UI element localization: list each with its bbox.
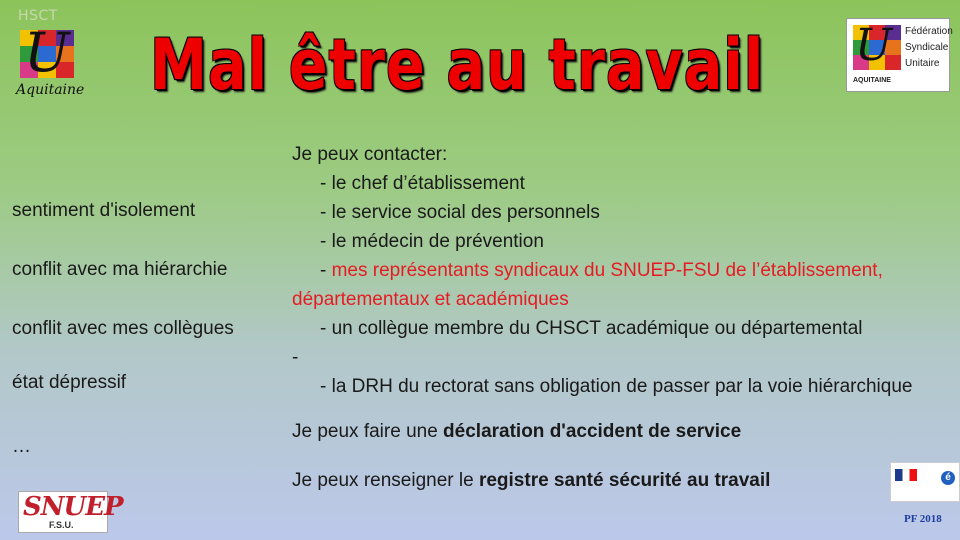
logo-top-text: HSCT — [18, 8, 58, 24]
declaration-line — [292, 417, 952, 446]
logo-region: AQUITAINE — [853, 77, 891, 84]
fsu-logo — [846, 18, 953, 92]
logo-line-2: Syndicale — [905, 42, 949, 53]
contact-item: - le service social des personnels — [320, 202, 600, 223]
registre-prefix: Je peux renseigner le — [292, 470, 479, 491]
left-item-etat-depressif: état dépressif — [12, 372, 127, 393]
ministry-e-icon: é — [941, 471, 955, 485]
logo-letter: U — [855, 20, 893, 71]
contact-dash: - — [292, 347, 299, 368]
logo-line-3: Unitaire — [905, 58, 940, 69]
registre-bold: registre santé sécurité au travail — [478, 470, 771, 491]
registre-line — [292, 466, 952, 495]
logo-wordmark — [905, 24, 953, 72]
ministry-logo — [890, 462, 960, 502]
logo-region: Aquitaine — [16, 82, 85, 98]
snuep-wordmark: SNUEP — [23, 492, 123, 522]
logo-letter: U — [24, 21, 70, 84]
contact-item-drh: - la DRH du rectorat sans obligation de passer par la voie hiérarchique — [320, 376, 913, 397]
dash: - — [320, 260, 332, 281]
contact-intro: Je peux contacter: — [292, 144, 448, 165]
contact-item: - un collègue membre du CHSCT académique ou départemental — [320, 318, 863, 339]
fsu-aquitaine-logo — [14, 8, 86, 100]
left-item-isolement: sentiment d'isolement — [12, 200, 196, 221]
flag-icon — [895, 469, 917, 481]
declaration-bold: déclaration d'accident de service — [443, 421, 742, 442]
logo-line-1: Fédération — [905, 26, 953, 37]
contact-item-syndicat — [292, 256, 952, 314]
left-item-conflit-hierarchie: conflit avec ma hiérarchie — [12, 259, 228, 280]
page-title: Mal être au travail — [150, 24, 765, 106]
snuep-subtitle: F.S.U. — [49, 520, 74, 530]
declaration-prefix: Je peux faire une — [292, 421, 444, 442]
contact-section — [292, 140, 952, 495]
contact-item: - le chef d’établissement — [320, 173, 525, 194]
left-item-conflit-collegues: conflit avec mes collègues — [12, 318, 234, 339]
snuep-logo — [18, 491, 123, 533]
left-item-ellipsis: … — [12, 436, 31, 457]
highlighted-text: mes représentants syndicaux du SNUEP-FSU de l’établissement, départementaux et académiques — [292, 260, 883, 310]
credit-text: PF 2018 — [904, 513, 942, 525]
contact-item: - le médecin de prévention — [320, 231, 544, 252]
